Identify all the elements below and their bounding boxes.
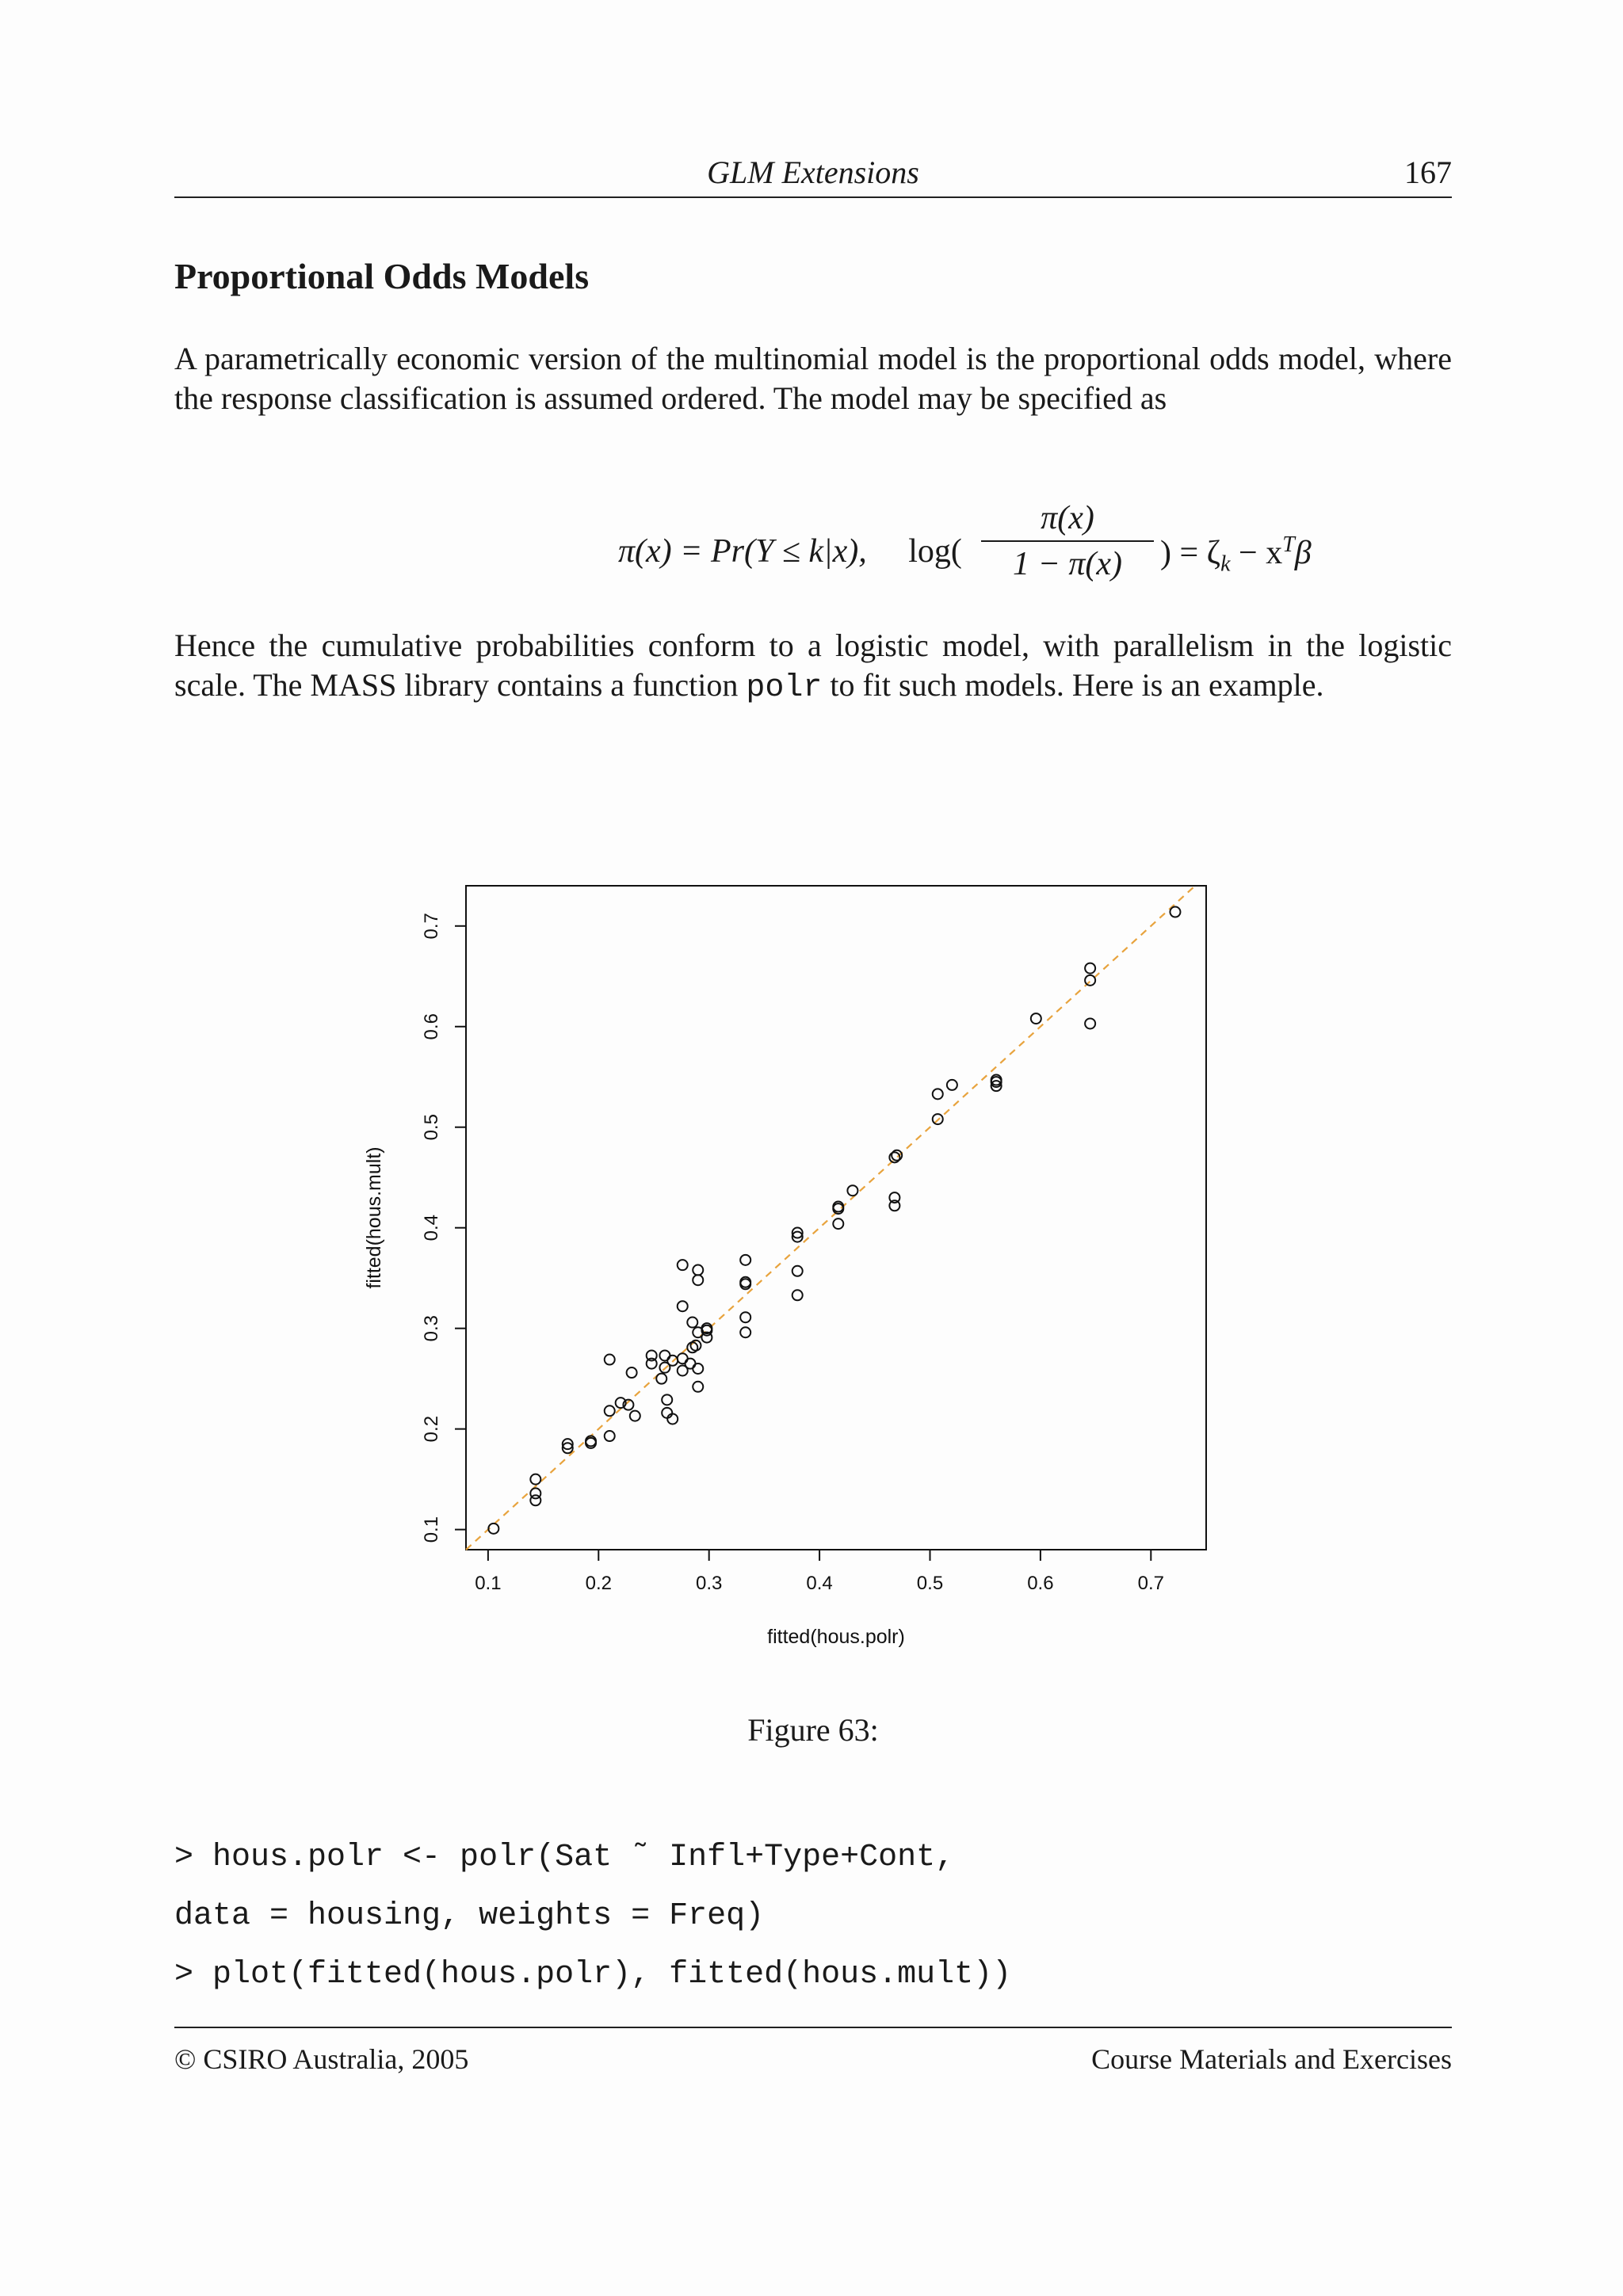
data-point [605,1431,615,1441]
data-point [662,1394,672,1405]
data-point [1085,963,1095,974]
x-tick-label: 0.4 [806,1573,833,1594]
body-text-1: Hence the cumulative probabilities conform to a logistic model, with parallelism in the logistic scale. The MASS library contains a function [174,627,1452,703]
data-point [656,1374,666,1384]
footer-rule [174,2027,1452,2028]
y-axis-title: fitted(hous.mult) [363,1146,385,1289]
data-point [678,1301,688,1311]
data-point [662,1408,672,1418]
fraction-numerator: π(x) [1041,500,1094,536]
data-point [847,1185,857,1196]
data-point [947,1080,957,1090]
data-point [740,1255,750,1265]
plot-frame [466,886,1206,1550]
data-point [690,1341,701,1351]
y-tick-label: 0.1 [421,1516,442,1543]
y-tick-label: 0.3 [421,1314,442,1342]
data-point [1170,907,1180,917]
section-title: Proportional Odds Models [174,256,590,296]
data-point [740,1327,750,1337]
fraction-denominator: 1 − π(x) [1013,546,1122,582]
data-point [605,1405,615,1416]
inline-code-polr: polr [746,670,823,706]
data-point [693,1265,703,1276]
data-point [605,1355,615,1365]
running-title: GLM Extensions [707,154,919,190]
data-point [667,1413,678,1424]
data-point [892,1150,902,1161]
data-point [792,1266,803,1276]
data-point [678,1260,688,1270]
y-tick-label: 0.7 [421,913,442,940]
x-tick-label: 0.3 [695,1573,723,1594]
x-tick-label: 0.1 [475,1573,502,1594]
footer-copyright: © CSIRO Australia, 2005 [174,2043,469,2075]
body-paragraph [174,626,1452,708]
data-point [693,1382,703,1392]
equation-rhs-text: ) = ζ [1160,535,1221,571]
data-point [792,1290,803,1300]
equation-fraction [976,498,1159,585]
equation-lhs [618,532,962,570]
y-tick-label: 0.6 [421,1013,442,1040]
data-point [530,1474,540,1485]
equation-log: log( [908,533,962,570]
data-point [687,1318,697,1328]
data-point [833,1219,843,1229]
figure-caption: Figure 63: [747,1712,879,1748]
data-point [1085,1018,1095,1028]
data-point [627,1367,637,1378]
running-header [174,152,1452,198]
page-number: 167 [1404,154,1452,190]
x-tick-label: 0.6 [1027,1573,1054,1594]
equation-rhs-end: β [1294,535,1312,571]
code-line-3: > plot(fitted(hous.polr), fitted(hous.mult)) [174,1957,1012,1993]
reference-line [466,886,1195,1550]
equation [174,498,1452,593]
y-tick-label: 0.4 [421,1215,442,1241]
equation-rhs-sub: k [1220,551,1231,577]
x-tick-label: 0.5 [916,1573,944,1594]
x-tick-label: 0.7 [1137,1573,1164,1594]
fraction-bar [981,540,1154,542]
y-tick-label: 0.5 [421,1114,442,1141]
equation-rhs-sup: T [1282,532,1295,557]
footer-course: Course Materials and Exercises [1091,2043,1452,2075]
intro-paragraph: A parametrically economic version of the multinomial model is the proportional odds model, where the response classification is assumed ordered. The model may be specified as [174,341,1452,416]
equation-rhs-tail: − x [1230,535,1283,571]
data-point [693,1363,703,1374]
y-tick-label: 0.2 [421,1415,442,1443]
code-line-1: > hous.polr <- polr(Sat ˜ Infl+Type+Cont, [174,1840,955,1875]
data-point [1031,1013,1041,1024]
data-point [933,1089,943,1099]
data-point [693,1275,703,1285]
x-axis-title: fitted(hous.polr) [767,1626,905,1648]
equation-rhs [1160,532,1312,577]
scatter-plot [349,856,1236,1664]
x-tick-label: 0.2 [585,1573,612,1594]
data-point [1085,975,1095,986]
data-point [630,1411,640,1421]
body-text-2: to fit such models. Here is an example. [822,667,1324,703]
data-point [740,1312,750,1322]
data-point [530,1488,540,1498]
code-line-2: data = housing, weights = Freq) [174,1898,765,1934]
equation-lhs-text: π(x) = Pr(Y ≤ k|x), [618,533,867,570]
